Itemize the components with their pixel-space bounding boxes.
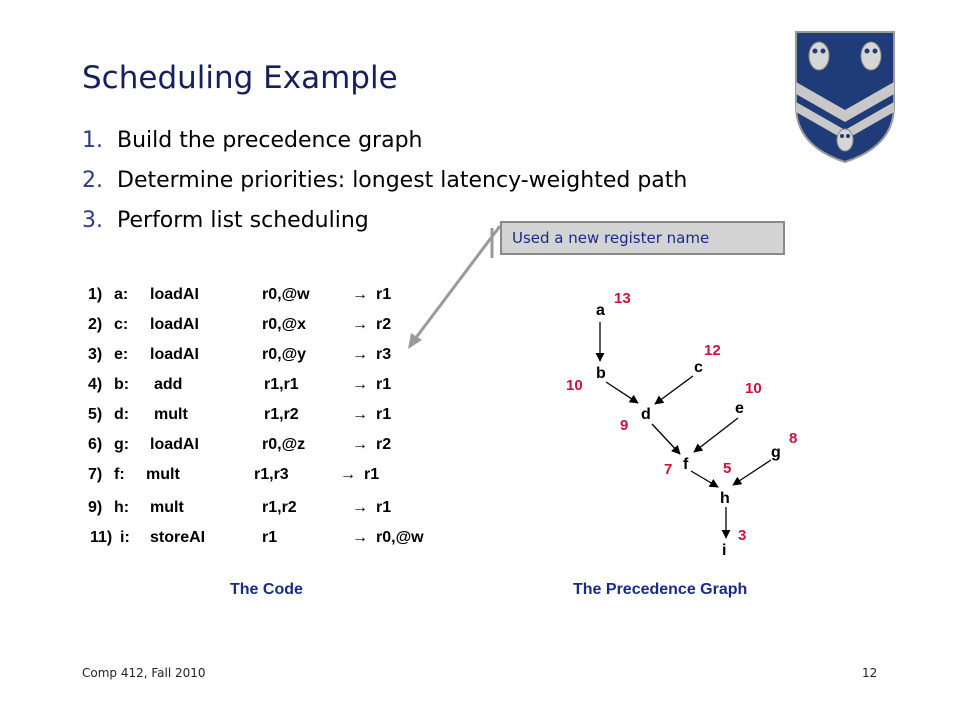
operands: r1,r1 — [264, 376, 299, 393]
operands: r1,r2 — [262, 499, 297, 516]
node-c: c — [694, 359, 703, 376]
arrow-icon: → — [352, 376, 368, 393]
opcode: mult — [146, 466, 180, 483]
dest-register: r3 — [376, 346, 392, 363]
line-number: 4) — [88, 376, 103, 393]
operands: r1,r3 — [254, 466, 289, 483]
edge-d-f — [652, 424, 680, 454]
bullet-number: 2. — [82, 168, 103, 193]
priority-h: 5 — [723, 460, 732, 477]
node-e: e — [735, 400, 744, 417]
instr-label: c: — [114, 316, 129, 333]
line-number: 2) — [88, 316, 103, 333]
operands: r0,@x — [262, 316, 307, 333]
opcode: mult — [154, 406, 188, 423]
node-g: g — [771, 444, 781, 461]
opcode: loadAI — [150, 286, 199, 303]
instr-label: e: — [114, 346, 129, 363]
priority-d: 9 — [620, 417, 629, 434]
line-number: 1) — [88, 286, 103, 303]
line-number: 7) — [88, 466, 103, 483]
node-h: h — [720, 490, 730, 507]
dest-register: r2 — [376, 436, 392, 453]
bullet-number: 3. — [82, 208, 103, 233]
node-f: f — [683, 456, 689, 473]
graph-caption: The Precedence Graph — [573, 581, 748, 598]
instr-label: h: — [114, 499, 130, 516]
edge-c-d — [655, 376, 693, 404]
operands: r0,@w — [262, 286, 310, 303]
line-number: 3) — [88, 346, 103, 363]
arrow-icon: → — [352, 316, 368, 333]
line-number: 6) — [88, 436, 103, 453]
node-d: d — [641, 406, 651, 423]
dest-register: r1 — [376, 286, 392, 303]
edge-e-f — [694, 418, 738, 452]
priority-b: 10 — [566, 377, 583, 394]
arrow-icon: → — [352, 346, 368, 363]
footer-course: Comp 412, Fall 2010 — [82, 666, 206, 680]
dest-register: r1 — [376, 499, 392, 516]
instr-label: a: — [114, 286, 129, 303]
instr-label: f: — [114, 466, 125, 483]
priority-g: 8 — [789, 430, 798, 447]
opcode: loadAI — [150, 316, 199, 333]
bullet-text: Perform list scheduling — [117, 208, 369, 233]
node-b: b — [596, 365, 606, 382]
line-number: 11) — [90, 529, 113, 546]
priority-a: 13 — [614, 290, 631, 307]
arrow-icon: → — [352, 529, 368, 546]
priority-i: 3 — [738, 527, 747, 544]
slide-title: Scheduling Example — [82, 60, 398, 96]
instr-label: g: — [114, 436, 130, 453]
dest-register: r2 — [376, 316, 392, 333]
dest-register: r0,@w — [376, 529, 424, 546]
priority-c: 12 — [704, 342, 721, 359]
arrow-icon: → — [352, 286, 368, 303]
bullet-text: Build the precedence graph — [117, 128, 423, 153]
instr-label: i: — [120, 529, 130, 546]
line-number: 9) — [88, 499, 103, 516]
bullet-number: 1. — [82, 128, 103, 153]
bullet-text: Determine priorities: longest latency-weighted path — [117, 168, 688, 193]
priority-f: 7 — [664, 461, 673, 478]
node-i: i — [722, 542, 727, 559]
instr-label: b: — [114, 376, 130, 393]
node-a: a — [596, 302, 605, 319]
opcode: mult — [150, 499, 184, 516]
priority-e: 10 — [745, 380, 762, 397]
dest-register: r1 — [376, 406, 392, 423]
opcode: loadAI — [150, 436, 199, 453]
code-caption: The Code — [230, 581, 303, 598]
arrow-icon: → — [352, 499, 368, 516]
line-number: 5) — [88, 406, 103, 423]
operands: r0,@y — [262, 346, 307, 363]
instr-label: d: — [114, 406, 130, 423]
dest-register: r1 — [364, 466, 380, 483]
operands: r0,@z — [262, 436, 306, 453]
arrow-icon: → — [352, 406, 368, 423]
opcode: storeAI — [150, 529, 206, 546]
arrow-icon: → — [340, 466, 356, 483]
callout-box: Used a new register name — [500, 221, 785, 255]
edge-g-h — [733, 460, 771, 485]
dest-register: r1 — [376, 376, 392, 393]
footer-page-number: 12 — [862, 666, 878, 680]
operands: r1 — [262, 529, 278, 546]
operands: r1,r2 — [264, 406, 299, 423]
edge-f-h — [691, 471, 718, 487]
edge-b-d — [606, 382, 638, 403]
opcode: add — [154, 376, 183, 393]
arrow-icon: → — [352, 436, 368, 453]
opcode: loadAI — [150, 346, 199, 363]
